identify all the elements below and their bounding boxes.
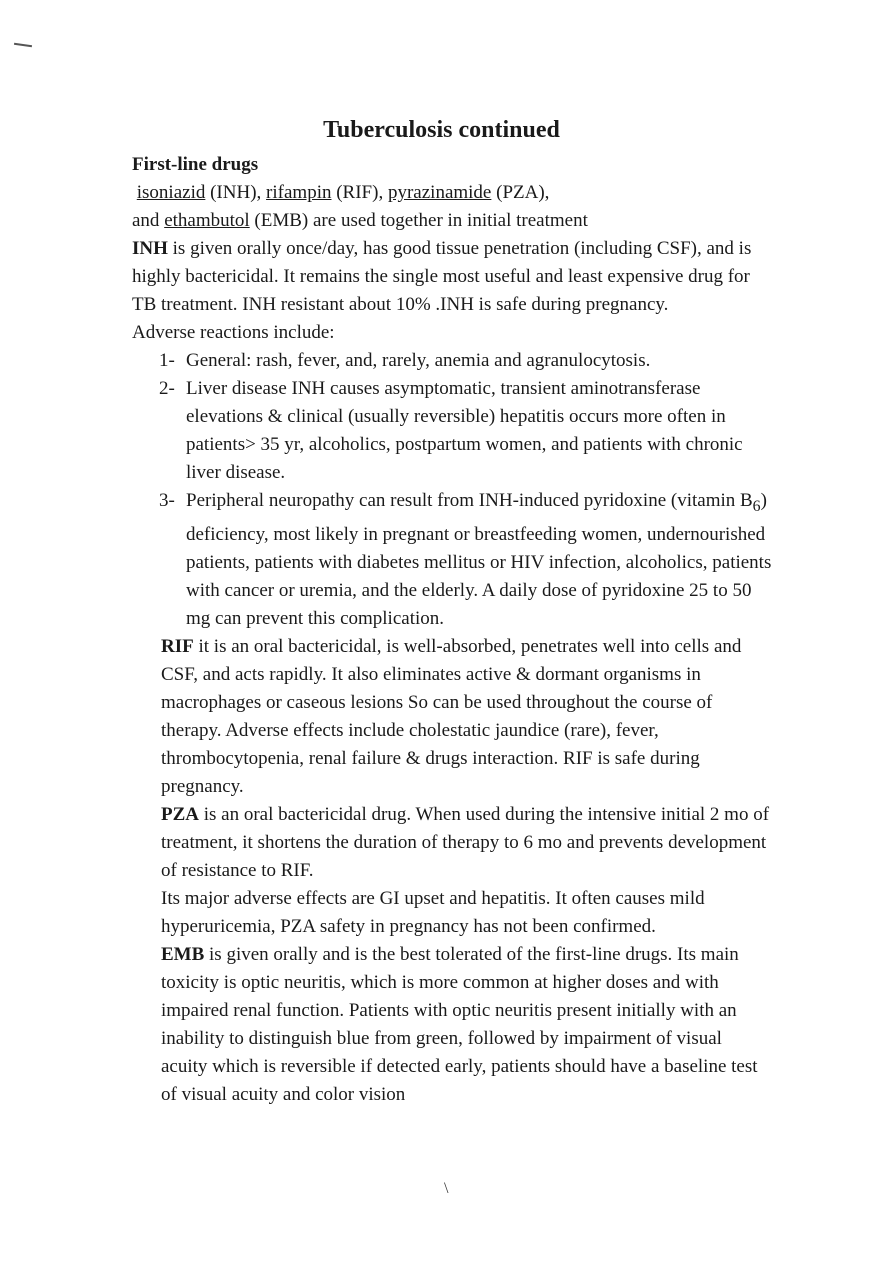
- rif-label: RIF: [161, 635, 194, 657]
- intro-line-1: isoniazid (INH), rifampin (RIF), pyrazinamide (PZA),: [136, 182, 550, 203]
- rif-paragraph: RIF it is an oral bactericidal, is well-absorbed, penetrates well into cells and CSF, and acts rapidly. It also eliminates active & dormant organisms in macrophages or caseous lesions So can be used throughout the course of therapy. Adverse effects include cholestatic jaundice (rare), fever, thrombocytopenia, renal failure & drugs interaction. RIF is safe during pregnancy.: [161, 635, 742, 797]
- scan-artifact: [14, 43, 32, 47]
- list-item: 2- Liver disease INH causes asymptomatic, transient aminotransferase elevations & clinical (usually reversible) hepatitis occurs more often in patients> 35 yr, alcoholics, postpartum women, and patients with chronic liver disease.: [159, 378, 743, 483]
- section-heading: First-line drugs: [132, 154, 259, 175]
- drug-rifampin: rifampin: [266, 182, 332, 203]
- list-item: 1- General: rash, fever, and, rarely, anemia and agranulocytosis.: [159, 350, 651, 371]
- inh-paragraph: INH is given orally once/day, has good tissue penetration (including CSF), and is highly bactericidal. It remains the single most useful and least expensive drug for TB treatment. INH resistant about 10% .INH is safe during pregnancy.: [132, 238, 752, 315]
- emb-label: EMB: [161, 943, 205, 965]
- adverse-list: [132, 347, 772, 633]
- emb-paragraph: EMB is given orally and is the best tolerated of the first-line drugs. Its main toxicity is optic neuritis, which is more common at higher doses and with impaired renal function. Patients with optic neuritis present initially with an inability to distinguish blue from green, followed by impairment of visual acuity which is reversible if detected early, patients should have a baseline test of visual acuity and color vision: [161, 943, 758, 1105]
- inh-label: INH: [132, 238, 168, 259]
- intro-line-2: and ethambutol (EMB) are used together in initial treatment: [132, 210, 588, 231]
- list-item: 3- Peripheral neuropathy can result from INH-induced pyridoxine (vitamin $B_6$) deficiency, most likely in pregnant or breastfeeding women, undernourished patients, patients with diabetes mellitus or HIV infection, alcoholics, patients with cancer or uremia, and the elderly. A daily dose of pyridoxine 25 to 50 mg can prevent this complication.: [159, 490, 772, 629]
- adverse-heading: Adverse reactions include:: [132, 322, 335, 343]
- page-number: \: [444, 1180, 449, 1197]
- drug-pyrazinamide: pyrazinamide: [387, 182, 492, 203]
- drug-isoniazid: isoniazid: [136, 182, 206, 203]
- document-body: [132, 151, 772, 1109]
- pza-paragraph: PZA is an oral bactericidal drug. When used during the intensive initial 2 mo of treatment, it shortens the duration of therapy to 6 mo and prevents development of resistance to RIF.: [161, 803, 770, 881]
- pza-adverse-paragraph: Its major adverse effects are GI upset and hepatitis. It often causes mild hyperuricemia, PZA safety in pregnancy has not been confirmed.: [161, 887, 705, 937]
- page-title: Tuberculosis continued: [323, 117, 560, 143]
- pza-label: PZA: [161, 803, 199, 825]
- drug-ethambutol: ethambutol: [164, 210, 250, 231]
